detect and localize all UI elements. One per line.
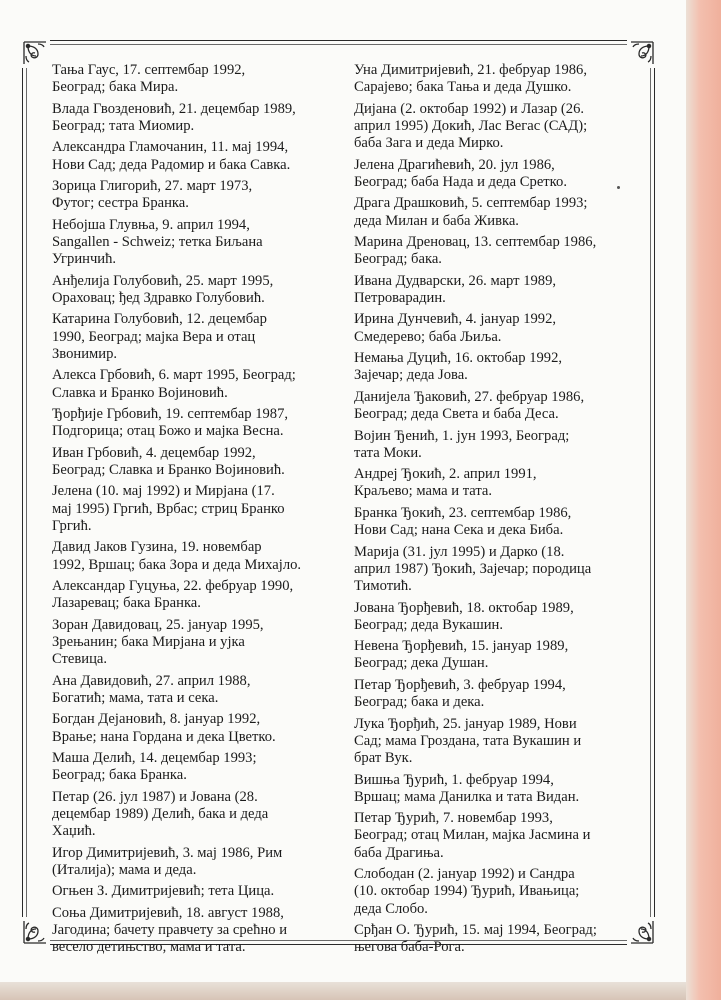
entry-line: Зорица Глигорић, 27. март 1973, (52, 178, 253, 195)
entry-line: Богдан Дејановић, 8. јануар 1992, (52, 711, 261, 728)
entry-line: Влада Гвозденовић, 21. децембар 1989, (52, 100, 296, 117)
dedication-entry (354, 772, 644, 806)
dedication-entry (354, 638, 644, 672)
entry-line: Марина Дреновац, 13. септембар 1986, (354, 234, 597, 251)
entry-line: Ђорђије Грбовић, 19. септембар 1987, (52, 406, 289, 423)
entry-line: Соња Димитријевић, 18. август 1988, (52, 904, 284, 921)
entry-line: Невена Ђорђевић, 15. јануар 1989, (354, 638, 569, 655)
dedication-entry (354, 101, 644, 153)
entry-line: баба Зага и деда Мирко. (354, 135, 504, 152)
corner-ornament-top-left-icon (20, 38, 50, 68)
entry-line: Стевица. (52, 651, 108, 668)
dedication-entry (354, 600, 644, 634)
entry-line: Богатић; мама, тата и сека. (52, 689, 219, 706)
dedication-entry (52, 617, 348, 669)
entry-line: Катарина Голубовић, 12. децембар (52, 311, 267, 328)
entry-line: Врање; нана Гордана и дека Цветко. (52, 728, 276, 745)
entry-line: Данијела Ђаковић, 27. фебруар 1986, (354, 388, 585, 405)
dedication-entry (52, 139, 348, 173)
entry-line: Дијана (2. октобар 1992) и Лазар (26. (354, 100, 585, 117)
dedication-entry (52, 367, 348, 401)
corner-ornament-bottom-left-icon (20, 917, 50, 947)
dedication-entry (52, 845, 348, 879)
entry-line: Слободан (2. јануар 1992) и Сандра (354, 866, 575, 883)
entry-line: април 1987) Ђокић, Зајечар; породица (354, 560, 592, 577)
entry-line: Београд; Славка и Бранко Војиновић. (52, 461, 285, 478)
dedication-entry (354, 677, 644, 711)
entry-line: Иван Грбовић, 4. децембар 1992, (52, 444, 256, 461)
entry-line: Тимотић. (354, 578, 412, 595)
dedication-entry (354, 389, 644, 423)
entry-line: Нови Сад; деда Радомир и бака Савка. (52, 156, 291, 173)
entry-line: Ораховац; ђед Здравко Голубовић. (52, 289, 265, 306)
entry-line: Анђелија Голубовић, 25. март 1995, (52, 272, 274, 289)
entry-line: весело детињство, мама и тата. (52, 939, 246, 956)
dedication-entry (52, 101, 348, 135)
entry-line: Београд; бака. (354, 251, 442, 268)
dedication-entry (354, 866, 644, 918)
page-bottom-edge (0, 982, 686, 1000)
entry-line: Александар Гуцуња, 22. фебруар 1990, (52, 578, 294, 595)
entry-line: његова баба-Рога. (354, 939, 465, 956)
entry-line: 1992, Вршац; бака Зора и деда Михајло. (52, 556, 302, 573)
entry-line: Уна Димитријевић, 21. фебруар 1986, (354, 62, 588, 78)
entry-line: брат Вук. (354, 750, 413, 767)
entry-line: Београд; бака Бранка. (52, 767, 187, 784)
right-column (354, 62, 644, 961)
entry-line: Сарајево; бака Тања и деда Душко. (354, 79, 572, 96)
dedication-entry (52, 905, 348, 957)
entry-line: Подгорица; отац Божо и мајка Весна. (52, 423, 284, 440)
entry-line: Вршац; мама Данилка и тата Видан. (354, 788, 580, 805)
entry-line: децембар 1989) Делић, бака и деда (52, 805, 269, 822)
entry-line: Гргић. (52, 517, 92, 534)
entry-line: Зоран Давидовац, 25. јануар 1995, (52, 616, 264, 633)
entry-line: Ирина Дунчевић, 4. јануар 1992, (354, 311, 557, 328)
dedication-entry (354, 466, 644, 500)
book-edge (686, 0, 721, 1000)
entry-line: Хаџић. (52, 823, 96, 840)
entry-line: Београд; бака Мира. (52, 79, 179, 96)
entry-line: Бранка Ђокић, 23. септембар 1986, (354, 504, 572, 521)
entry-line: Славка и Бранко Војиновић. (52, 384, 228, 401)
entry-line: баба Драгиња. (354, 844, 444, 861)
entry-line: Зајечар; деда Јова. (354, 367, 468, 384)
dedication-entry (354, 922, 644, 956)
entry-line: Београд; отац Милан, мајка Јасмина и (354, 827, 591, 844)
dedication-entry (52, 578, 348, 612)
entry-line: Београд; дека Душан. (354, 655, 489, 672)
entry-line: април 1995) Докић, Лас Вегас (САД); (354, 117, 588, 134)
entry-line: Небојша Глувња, 9. април 1994, (52, 216, 250, 233)
entry-line: Sangallen - Schweiz; тетка Биљана (52, 234, 263, 251)
entry-line: Београд; деда Вукашин. (354, 616, 503, 633)
entry-line: Давид Јаков Гузина, 19. новембар (52, 539, 262, 556)
entry-line: деда Слобо. (354, 900, 428, 917)
entry-line: Нови Сад; нана Сека и дека Биба. (354, 522, 564, 539)
entry-line: Војин Ђенић, 1. јун 1993, Београд; (354, 427, 570, 444)
dedication-entry (52, 273, 348, 307)
entry-line: Сад; мама Гроздана, тата Вукашин и (354, 732, 582, 749)
entry-line: Срђан О. Ђурић, 15. мај 1994, Београд; (354, 922, 597, 939)
entry-line: Београд; баба Нада и деда Сретко. (354, 173, 567, 190)
entry-line: Марија (31. јул 1995) и Дарко (18. (354, 543, 565, 560)
entry-line: Петар (26. јул 1987) и Јована (28. (52, 788, 258, 805)
dedication-entry (52, 178, 348, 212)
dedication-entry (52, 483, 348, 535)
entry-line: 1990, Београд; мајка Вера и отац (52, 328, 256, 345)
left-column (52, 62, 348, 961)
entry-line: Маша Делић, 14. децембар 1993; (52, 750, 257, 767)
dedication-entry (354, 195, 644, 229)
dedication-entry (354, 157, 644, 191)
entry-line: мај 1995) Гргић, Врбас; стриц Бранко (52, 500, 285, 517)
entry-line: Алекса Грбовић, 6. март 1995, Београд; (52, 367, 296, 384)
entry-line: Петар Ђурић, 7. новембар 1993, (354, 810, 553, 827)
entry-line: Београд; бака и дека. (354, 694, 485, 711)
entry-line: Андреј Ђокић, 2. април 1991, (354, 466, 537, 483)
dedication-entry (52, 62, 348, 96)
entry-line: Јована Ђорђевић, 18. октобар 1989, (354, 599, 574, 616)
entry-line: Краљево; мама и тата. (354, 483, 493, 500)
entry-line: Вишња Ђурић, 1. фебруар 1994, (354, 771, 554, 788)
entry-line: тата Моки. (354, 444, 422, 461)
dedication-entry (354, 544, 644, 596)
dedication-entry (52, 539, 348, 573)
dedication-entry (354, 273, 644, 307)
entry-line: Тања Гаус, 17. септембар 1992, (52, 62, 246, 78)
entry-line: Немања Дуцић, 16. октобар 1992, (354, 350, 563, 367)
entry-line: Футог; сестра Бранка. (52, 195, 189, 212)
entry-line: Александра Гламочанин, 11. мај 1994, (52, 139, 289, 156)
dedication-entry (52, 673, 348, 707)
dedication-entry (52, 217, 348, 269)
entry-line: Ивана Дудварски, 26. март 1989, (354, 272, 557, 289)
entry-line: деда Милан и баба Живка. (354, 212, 519, 229)
entry-line: (Италија); мама и деда. (52, 861, 197, 878)
entry-line: Огњен З. Димитријевић; тета Цица. (52, 883, 275, 900)
entry-line: Угринчић. (52, 251, 117, 268)
dedication-entry (354, 62, 644, 96)
entry-line: Зрењанин; бака Мирјана и ујка (52, 633, 245, 650)
dedication-entry (52, 311, 348, 363)
entry-line: Јелена Драгићевић, 20. јул 1986, (354, 156, 555, 173)
dedication-entry (354, 234, 644, 268)
entry-line: Београд; тата Миомир. (52, 117, 195, 134)
entry-line: Драга Драшковић, 5. септембар 1993; (354, 195, 588, 212)
entry-line: Лазаревац; бака Бранка. (52, 595, 201, 612)
entry-line: Јагодина; бачету правчету за срећно и (52, 922, 288, 939)
entry-line: Игор Димитријевић, 3. мај 1986, Рим (52, 844, 283, 861)
dedication-entry (354, 350, 644, 384)
entry-line: Јелена (10. мај 1992) и Мирјана (17. (52, 483, 275, 500)
dedication-entry (354, 810, 644, 862)
dedication-entry (52, 750, 348, 784)
entry-line: Петар Ђорђевић, 3. фебруар 1994, (354, 676, 566, 693)
dedication-entry (52, 445, 348, 479)
dedication-entry (354, 505, 644, 539)
dedication-entry (354, 311, 644, 345)
entry-line: Звонимир. (52, 345, 118, 362)
entry-line: Лука Ђорђић, 25. јануар 1989, Нови (354, 715, 577, 732)
entry-line: (10. октобар 1994) Ђурић, Ивањица; (354, 883, 580, 900)
dedication-entry (52, 711, 348, 745)
entry-line: Београд; деда Света и баба Деса. (354, 406, 559, 423)
dedication-entry (52, 789, 348, 841)
dedication-entry (354, 716, 644, 768)
dedication-entry (52, 406, 348, 440)
dedication-entry (52, 883, 348, 900)
dedication-entry (354, 428, 644, 462)
entry-line: Ана Давидовић, 27. април 1988, (52, 672, 251, 689)
entry-line: Петроварадин. (354, 289, 446, 306)
entry-line: Смедерево; баба Љиља. (354, 328, 502, 345)
